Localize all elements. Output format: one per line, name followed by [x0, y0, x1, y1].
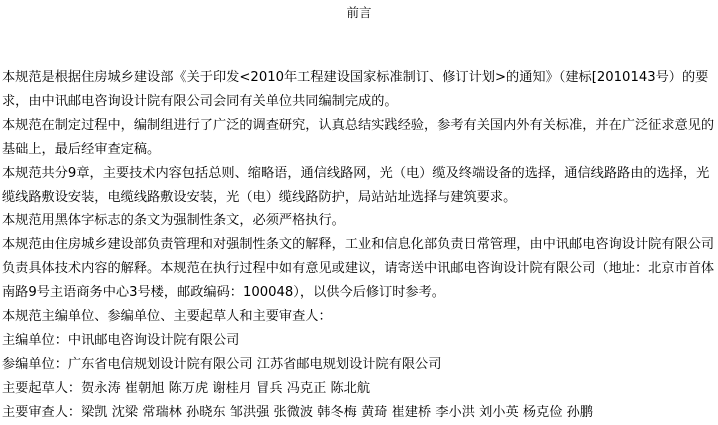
paragraph-participants: 参编单位：广东省电信规划设计院有限公司 江苏省邮电规划设计院有限公司 [2, 356, 442, 372]
paragraph-contributors-intro: 本规范主编单位、参编单位、主要起草人和主要审查人： [2, 309, 332, 325]
paragraph-contents: 本规范共分9章，主要技术内容包括总则、缩略语，通信线路网，光（电）缆及终端设备的选择，通信线路路由的选择，光缆线路敷设安装，电缆线路敷设安装，光（电）缆线路防护，局站站址选择与建筑要求。 [2, 165, 710, 205]
page-title: 前言 [346, 5, 372, 20]
paragraph-management: 本规范由住房城乡建设部负责管理和对强制性条文的解释，工业和信息化部负责日常管理，由中讯邮电咨询设计院有限公司负责具体技术内容的解释。本规范在执行过程中如有意见或建议，请寄送中讯邮电咨询设计院有限公司（地址：北京市首体南路9号主语商务中心3号楼，邮政编码：100048），以供今后修订时参考。 [2, 237, 715, 301]
paragraph-process: 本规范在制定过程中，编制组进行了广泛的调查研究，认真总结实践经验，参考有关国内外有关标准，并在广泛征求意见的基础上，最后经审查定稿。 [2, 117, 715, 157]
paragraph-reviewers: 主要审查人：梁凯 沈梁 常瑞林 孙晓东 邹洪强 张微波 韩冬梅 黄琦 崔建桥 李小洪 刘小英 杨克俭 孙鹏 [2, 404, 593, 420]
paragraph-chief-editor: 主编单位：中讯邮电咨询设计院有限公司 [2, 332, 240, 348]
paragraph-drafters: 主要起草人：贺永涛 崔朝旭 陈万虎 谢桂月 冒兵 冯克正 陈北航 [2, 380, 371, 396]
paragraph-mandatory: 本规范用黑体字标志的条文为强制性条文，必须严格执行。 [2, 213, 345, 229]
paragraph-basis: 本规范是根据住房城乡建设部《关于印发<2010年工程建设国家标准制订、修订计划>的通知》（建标[2010143号）的要求，由中讯邮电咨询设计院有限公司会同有关单位共同编制完成的。 [2, 70, 709, 109]
document-body [2, 66, 716, 425]
